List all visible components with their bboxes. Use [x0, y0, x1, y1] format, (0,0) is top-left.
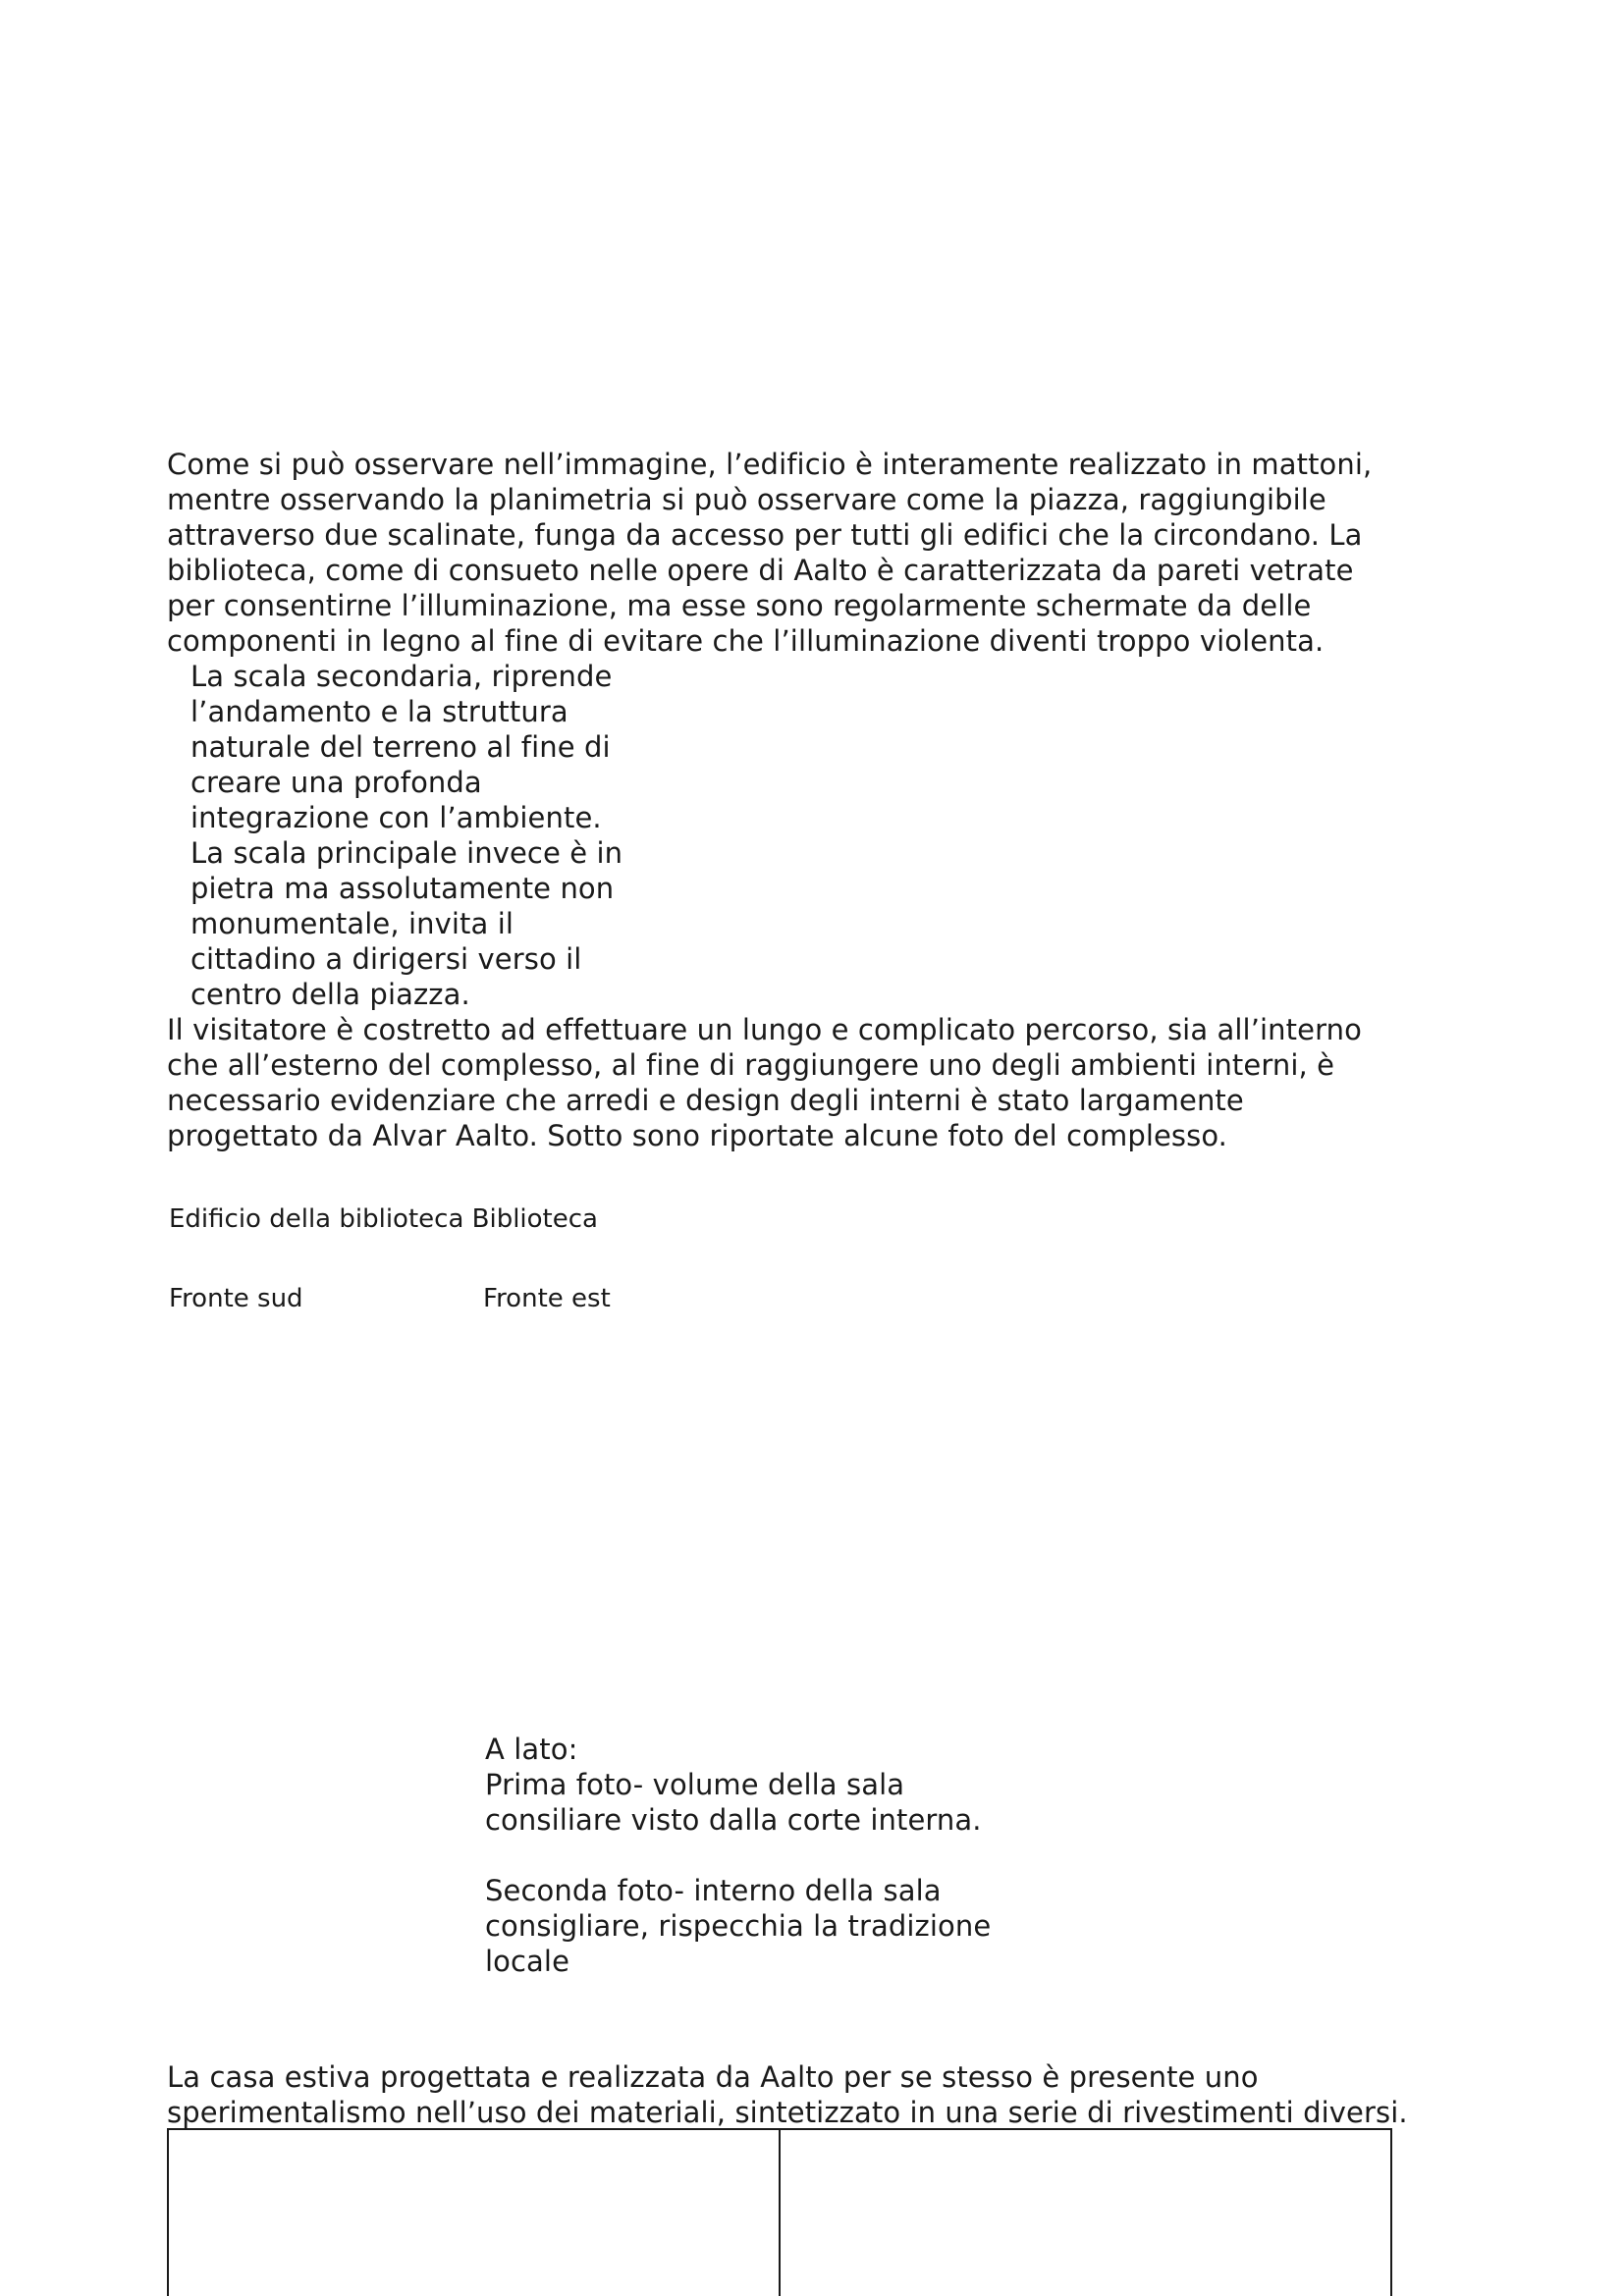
table-cell-right — [779, 2130, 1390, 2296]
text-line: monumentale, invita il — [190, 907, 514, 940]
caption-fronte-sud: Fronte sud — [169, 1284, 303, 1313]
text-line: consiliare visto dalla corte interna. — [485, 1803, 982, 1837]
text-line: cittadino a dirigersi verso il — [190, 942, 582, 976]
text-line: attraverso due scalinate, funga da accesso per tutti gli edifici che la circondano. La — [167, 518, 1363, 552]
text-line: biblioteca, come di consueto nelle opere di Aalto è caratterizzata da pareti vetrate — [167, 554, 1354, 587]
table-cell-left — [169, 2130, 779, 2296]
text-line: naturale del terreno al fine di — [190, 730, 611, 764]
text-line: Seconda foto- interno della sala — [485, 1874, 942, 1907]
caption-library: Edificio della biblioteca Biblioteca — [169, 1204, 598, 1234]
text-line: l’andamento e la struttura — [190, 695, 568, 728]
text-line: progettato da Alvar Aalto. Sotto sono riportate alcune foto del complesso. — [167, 1119, 1227, 1152]
text-line: necessario evidenziare che arredi e design degli interni è stato largamente — [167, 1084, 1244, 1117]
text-line: La scala principale invece è in — [190, 836, 623, 870]
text-line: centro della piazza. — [190, 978, 470, 1011]
text-line: pietra ma assolutamente non — [190, 872, 615, 905]
text-line: mentre osservando la planimetria si può osservare come la piazza, raggiungibile — [167, 483, 1326, 516]
text-line: sperimentalismo nell’uso dei materiali, sintetizzato in una serie di rivestimenti diversi. — [167, 2096, 1408, 2129]
text-line: La casa estiva progettata e realizzata da Aalto per se stesso è presente uno — [167, 2060, 1259, 2094]
text-line: A lato: — [485, 1733, 578, 1766]
text-line: componenti in legno al fine di evitare che l’illuminazione diventi troppo violenta. — [167, 624, 1325, 658]
text-line: Prima foto- volume della sala — [485, 1768, 905, 1801]
text-line: integrazione con l’ambiente. — [190, 801, 602, 834]
text-line: consigliare, rispecchia la tradizione — [485, 1909, 992, 1943]
text-line: locale — [485, 1945, 570, 1978]
text-line: per consentirne l’illuminazione, ma esse sono regolarmente schermate da delle — [167, 589, 1312, 622]
text-line: creare una profonda — [190, 766, 482, 799]
caption-fronte-est: Fronte est — [483, 1284, 611, 1313]
text-line: La scala secondaria, riprende — [190, 660, 613, 693]
image-table — [167, 2128, 1392, 2296]
text-line: Come si può osservare nell’immagine, l’edificio è interamente realizzato in mattoni, — [167, 448, 1373, 481]
text-line: Il visitatore è costretto ad effettuare un lungo e complicato percorso, sia all’interno — [167, 1013, 1362, 1046]
text-line: che all’esterno del complesso, al fine di raggiungere uno degli ambienti interni, è — [167, 1048, 1335, 1082]
